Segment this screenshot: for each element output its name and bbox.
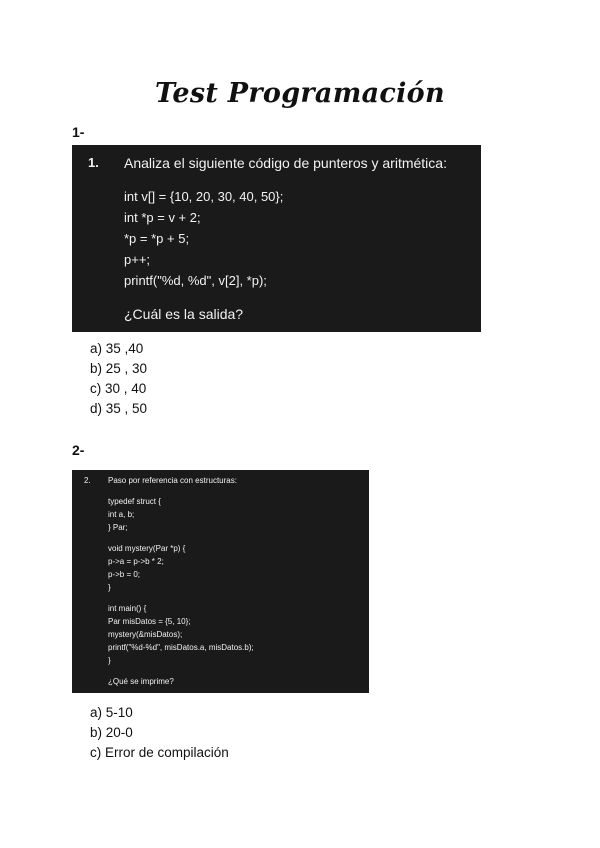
code-line: p->b = 0; bbox=[108, 570, 141, 579]
code-line: } bbox=[108, 656, 111, 665]
question-2-code-image bbox=[72, 470, 369, 693]
code-line: *p = *p + 5; bbox=[124, 231, 190, 246]
code-line: Paso por referencia con estructuras: bbox=[108, 476, 237, 485]
code-line: printf("%d-%d", misDatos.a, misDatos.b); bbox=[108, 643, 254, 652]
option-c: c) Error de compilación bbox=[90, 745, 229, 760]
code-line: int *p = v + 2; bbox=[124, 210, 201, 225]
code-line: int main() { bbox=[108, 604, 147, 613]
option-b: b) 20-0 bbox=[90, 725, 133, 740]
question-2-options bbox=[90, 703, 229, 763]
code-line: void mystery(Par *p) { bbox=[108, 544, 186, 553]
code-line: mystery(&misDatos); bbox=[108, 630, 183, 639]
option-a: a) 35 ,40 bbox=[90, 341, 144, 356]
code-line: } Par; bbox=[108, 523, 128, 532]
question-1-options bbox=[90, 339, 147, 419]
option-a: a) 5-10 bbox=[90, 705, 133, 720]
code-line: Analiza el siguiente código de punteros y aritmética: bbox=[124, 155, 447, 171]
code-line: int v[] = {10, 20, 30, 40, 50}; bbox=[124, 189, 284, 204]
code-line: typedef struct { bbox=[108, 497, 161, 506]
code-line: int a, b; bbox=[108, 510, 135, 519]
code-line: Par misDatos = {5, 10}; bbox=[108, 617, 191, 626]
code-line: p++; bbox=[124, 252, 151, 267]
code-line: ¿Cuál es la salida? bbox=[124, 306, 244, 322]
code-line: } bbox=[108, 583, 111, 592]
question-1-number: 1- bbox=[72, 124, 85, 140]
option-b: b) 25 , 30 bbox=[90, 361, 148, 376]
code-line: printf("%d, %d", v[2], *p); bbox=[124, 273, 267, 288]
code-line: 1. bbox=[88, 155, 99, 170]
question-2-number: 2- bbox=[72, 442, 85, 458]
code-line: 2. bbox=[84, 476, 91, 485]
question-1-code-image bbox=[72, 145, 481, 332]
code-line: ¿Qué se imprime? bbox=[108, 677, 174, 686]
code-line: p->a = p->b * 2; bbox=[108, 557, 164, 566]
option-c: c) 30 , 40 bbox=[90, 381, 147, 396]
document-title: Test Programación bbox=[155, 78, 445, 109]
option-d: d) 35 , 50 bbox=[90, 401, 148, 416]
